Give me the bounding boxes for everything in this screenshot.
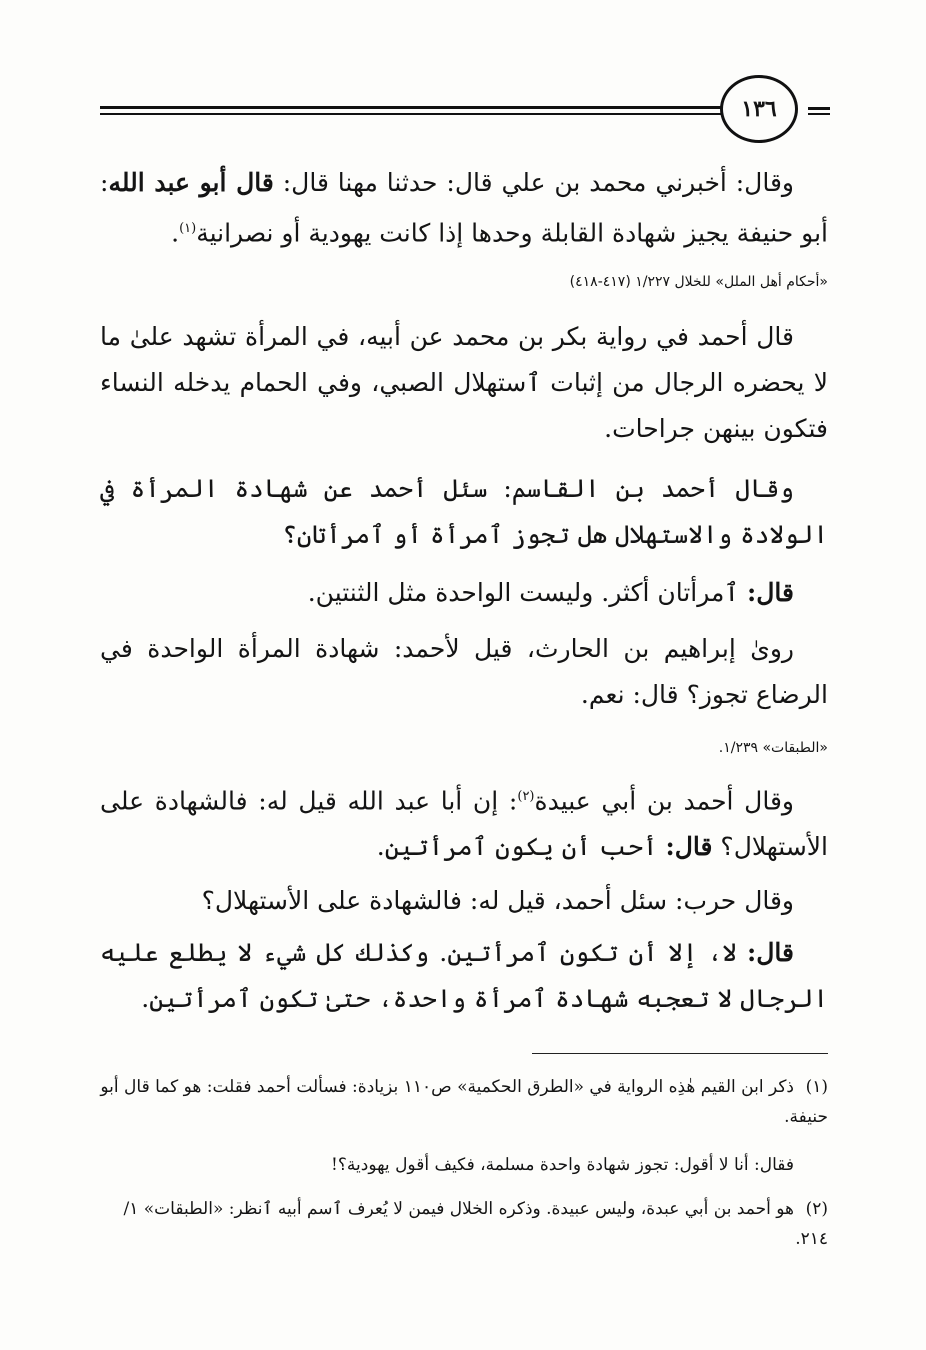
footnote-text: هو أحمد بن أبي عبدة، وليس عبيدة. وذكره الخلال فيمن لا يُعرف ٱسم أبيه ٱنظر: «الطبقات» ١/ ٢١٤. <box>123 1199 828 1249</box>
footnote-line: فقال: أنا لا أقول: تجوز شهادة واحدة مسلمة، فكيف أقول يهودية؟! <box>331 1155 794 1175</box>
footnote-text: ذكر ابن القيم هٰذِه الرواية في «الطرق الحكمية» ص١١٠ بزيادة: فسألت أحمد فقلت: هو كما قال أبو حنيفة. <box>100 1077 828 1127</box>
paragraph <box>100 570 828 616</box>
header-rule-line <box>808 113 830 115</box>
paragraph-text: وقال أحمد بن أبي عبيدة <box>534 786 794 816</box>
paragraph: قال أحمد في رواية بكر بن محمد عن أبيه، في المرأة تشهد علىٰ ما لا يحضره الرجال من إثبات ٱستهلال الصبي، وفي الحمام يدخله النساء فتكون بينهن جراحات. <box>100 322 828 443</box>
header-rule-line <box>100 106 722 109</box>
footnote-marker: (١) <box>179 221 197 236</box>
footnote-number: (١) <box>805 1077 828 1097</box>
paragraph-text: . <box>171 218 180 248</box>
paragraph-text: : أبو حنيفة يجيز شهادة القابلة وحدها إذا كانت يهودية أو نصرانية <box>100 168 828 248</box>
footnote <box>100 1072 828 1132</box>
paragraph <box>100 930 828 1022</box>
header-rule-line <box>808 107 830 110</box>
footnote <box>100 1194 828 1254</box>
paragraph: وقال أحمد بن القاسم: سئل أحمد عن شهادة المرأة في الولادة والاستهلال هل تجوز ٱمرأة أو ٱمرأتان؟ <box>100 474 828 549</box>
footnote-marker: (٢) <box>517 789 535 804</box>
paragraph-text: أحب أن يكون ٱمرأتين. <box>376 832 666 862</box>
paragraph-text: : إن أبا عبد الله قيل له: فالشهادة على الأستهلال؟ <box>100 786 828 862</box>
paragraph <box>100 160 828 256</box>
source-citation: «أحكام أهل الملل» للخلال ١/٢٢٧ (٤١٧-٤١٨) <box>569 274 828 290</box>
header-rule-line <box>100 113 722 115</box>
header-rule <box>100 100 926 122</box>
paragraph <box>100 774 828 870</box>
page-number: ١٣٦ <box>720 75 798 143</box>
paragraph-text: لا، إلا أن تكون ٱمرأتين. وكذلك كل شيء لا يطلع عليه الرجال لا تعجبه شهادة ٱمرأة واحدة، حتىٰ تكون ٱمرأتين. <box>100 938 828 1013</box>
footnote-number: (٢) <box>805 1199 828 1219</box>
footnote-separator <box>532 1053 828 1054</box>
paragraph-bold-text: قال أبو عبد الله <box>108 168 274 197</box>
paragraph-bold-text: قال: <box>665 832 713 862</box>
source-citation: «الطبقات» ١/٢٣٩. <box>718 740 828 756</box>
paragraph-bold-text: قال: <box>747 578 794 607</box>
paragraph: روىٰ إبراهيم بن الحارث، قيل لأحمد: شهادة المرأة الواحدة في الرضاع تجوز؟ قال: نعم. <box>100 634 828 709</box>
paragraph-bold-text: قال: <box>747 938 794 967</box>
paragraph: وقال حرب: سئل أحمد، قيل له: فالشهادة على الأستهلال؟ <box>201 886 794 915</box>
paragraph-text: وقال: أخبرني محمد بن علي قال: حدثنا مهنا قال: <box>273 168 794 197</box>
paragraph-text: ٱمرأتان أكثر. وليست الواحدة مثل الثنتين. <box>307 578 748 607</box>
